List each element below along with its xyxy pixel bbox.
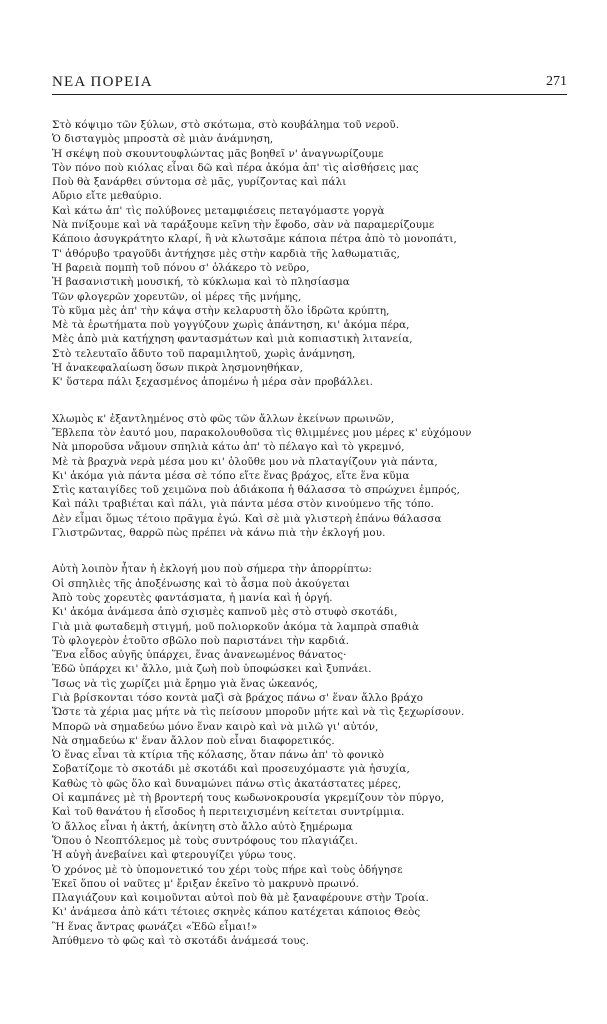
poem-line: Οἱ καμπάνες μὲ τὴ βροντερή τους κωδωνοκρουσία γκρεμίζουν τὸν πύργο, [52,792,445,805]
poem-line: Στὶς καταιγίδες τοῦ χειμῶνα ποὺ ἀδιάκοπα ἡ θάλασσα τὸ σπρώχνει ἐμπρός, [52,484,460,497]
poem-line: Ἴσως νὰ τὶς χωρίζει μιὰ ἔρημο γιὰ ἕνας ὠκεανός, [52,677,319,690]
poem-line: Τ' ἀθόρυβο τραγοῦδι ἀντήχησε μὲς στὴν καρδιὰ τῆς λαθωματιᾶς, [52,247,400,260]
poem-line: Ἡ σκέψη ποὺ σκουντουφλώντας μᾶς βοηθεῖ ν' ἀναγνωρίζουμε [52,147,384,160]
poem-line: Ἐκεῖ ὅπου οἱ ναῦτες μ' ἔριξαν ἐκεῖνο τὸ μακρυνὸ πρωινό. [52,877,360,890]
poem-line: Ἀπύθμενο τὸ φῶς καὶ τὸ σκοτάδι ἀνάμεσά τους. [52,935,309,948]
stanza [52,562,572,948]
poem-line: Γλιστρῶντας, θαρρῶ πὼς πρέπει νὰ κάνω πιὰ τὴν ἐκλογή μου. [52,527,386,540]
poem-line: Μὲ τὰ βραχνὰ νερὰ μέσα μου κι' ὁλοῦθε μου νὰ πλαταγίζουν γιὰ πάντα, [52,455,438,468]
poem-line: Ἡ βασανιστικὴ μουσική, τὸ κύκλωμα καὶ τὸ πλησίασμα [52,276,350,289]
poem-line: Μὲς ἀπὸ μιὰ κατήχηση φαντασμάτων καὶ μιὰ κοπιαστικὴ λιτανεία, [52,333,413,346]
poem-line: Ἐδῶ ὑπάρχει κι' ἄλλο, μιὰ ζωὴ ποὺ ὑποφώσκει καὶ ξυπνάει. [52,663,372,676]
poem-line: Καὶ κάτω ἀπ' τὶς πολύβονες μεταμφιέσεις πεταγόμαστε γοργὰ [52,204,385,217]
poem-line: Κι' ἀκόμα γιὰ πάντα μέσα σὲ τόπο εἴτε ἕνας βράχος, εἴτε ἕνα κῦμα [52,469,410,482]
poem-line: Γιὰ βρίσκονται τόσο κοντὰ μαζὶ σὰ βράχος πάνω σ' ἕναν ἄλλο βράχο [52,691,424,704]
poem-line: Πλαγιάζουν καὶ κοιμοῦνται αὐτοὶ ποὺ θὰ μὲ ξαναφέρουνε στὴν Τροία. [52,892,429,905]
poem-line: Τῶν φλογερῶν χορευτῶν, οἱ μέρες τῆς μνήμης, [52,290,302,303]
poem-line: Αὔριο εἴτε μεθαύριο. [52,190,162,203]
poem-line: Μὲ τὰ ἐρωτήματα ποὺ γογγύζουν χωρὶς ἀπάντηση, κι' ἀκόμα πέρα, [52,319,410,332]
poem-line: Ὁ δισταγμὸς μπροστὰ σὲ μιὰν ἀνάμνηση, [52,133,274,146]
poem-line: Στὸ τελευταῖο ἄδυτο τοῦ παραμιλητοῦ, χωρὶς ἀνάμνηση, [52,347,356,360]
poem-line: Σοβατίζομε τὸ σκοτάδι μὲ σκοτάδι καὶ προσευχόμαστε γιὰ ἡσυχία, [52,763,410,776]
poem-line: Δὲν εἶμαι ὅμως τέτοιο πρᾶγμα ἐγώ. Καὶ σὲ μιὰ γλιστερὴ ἐπάνω θάλασσα [52,512,442,525]
poem-line: Μπορῶ νὰ σημαδεύω μόνο ἕναν καιρὸ καὶ νὰ μιλῶ γι' αὐτόν, [52,720,379,733]
poem-line: Νὰ σημαδεύω κ' ἕναν ἄλλον ποὺ εἶναι διαφορετικός. [52,734,335,747]
poem-line: Ὁ χρόνος μὲ τὸ ὑπομονετικό του χέρι τοὺς πήρε καὶ τοὺς ὁδήγησε [52,863,403,876]
poem-body [52,118,572,948]
poem-line: Ἢ ἕνας ἄντρας φωνάζει «Ἐδῶ εἶμαι!» [52,920,258,933]
poem-line: Κάποιο ἀσυγκράτητο κλαρί, ἢ νὰ κλωτσᾶμε κάποια πέτρα ἀπὸ τὸ μονοπάτι, [52,233,457,246]
poem-line: Αὐτὴ λοιπὸν ἦταν ἡ ἐκλογή μου ποὺ σήμερα τὴν ἀπορρίπτω: [52,563,372,576]
stanza [52,412,572,541]
page-number: 271 [546,74,567,89]
poem-line: Κι' ἀκόμα ἀνάμεσα ἀπὸ σχισμὲς καπνοῦ μὲς στὸ στυφὸ σκοτάδι, [52,606,398,619]
poem-line: Ὁ ἄλλος εἶναι ἡ ἀκτή, ἀκίνητη στὸ ἄλλο αὐτὸ ξημέρωμα [52,820,353,833]
poem-line: Χλωμὸς κ' ἐξαντλημένος στὸ φῶς τῶν ἄλλων ἐκείνων πρωινῶν, [52,412,395,425]
page-header [52,68,567,95]
poem-line: Οἱ σπηλιὲς τῆς ἀποξένωσης καὶ τὸ ἆσμα ποὺ ἀκούγεται [52,577,350,590]
poem-line: Καθὼς τὸ φῶς ὅλο καὶ δυναμώνει πάνω στὶς ἀκατάστατες μέρες, [52,777,402,790]
poem-line: Καὶ πάλι τραβιέται καὶ πάλι, γιὰ πάντα μέσα στὸν κινούμενο τῆς τόπο. [52,498,434,511]
poem-line: Στὸ κόψιμο τῶν ξύλων, στὸ σκότωμα, στὸ κουβάλημα τοῦ νεροῦ. [52,119,400,131]
poem-line: Τὸ κῦμα μὲς ἀπ' τὴν κάψα στὴν κελαρυστὴ ὅλο ἱδρῶτα κρύπτη, [52,304,390,317]
poem-line: Ὥστε τὰ χέρια μας μήτε νὰ τὶς πείσουν μποροῦν μήτε καὶ νὰ τὶς ξεχωρίσουν. [52,706,465,719]
poem-line: Ὅπου ὁ Νεοπτόλεμος μὲ τοὺς συντρόφους του πλαγιάζει. [52,834,359,847]
poem-line: Ποὺ θὰ ξανάρθει σύντομα σὲ μᾶς, γυρίζοντας καὶ πάλι [52,176,347,189]
poem-line: Ἔβλεπα τὸν ἑαυτό μου, παρακολουθοῦσα τὶς θλιμμένες μου μέρες κ' εὐχόμουν [52,426,472,439]
journal-title: ΝΕΑ ΠΟΡΕΙΑ [52,74,153,90]
poem-line: Νὰ πνίξουμε καὶ νὰ ταράξουμε κεῖνη τὴν ἔφοδο, σὰν νὰ παραμερίζουμε [52,219,435,232]
poem-line: Ἡ αὐγὴ ἀνεβαίνει καὶ φτερουγίζει γύρω τους. [52,849,297,862]
poem-line: Ἕνα εἶδος αὐγῆς ὑπάρχει, ἕνας ἀνανεωμένος θάνατος· [52,649,347,662]
poem-line: Ἡ βαρειὰ πομπὴ τοῦ πόνου σ' ὁλάκερο τὸ νεῦρο, [52,261,310,274]
poem-line: Γιὰ μιὰ φωταδεμὴ στιγμή, μοῦ πολιορκοῦν ἀκόμα τὰ λαμπρὰ σπαθιὰ [52,620,420,633]
poem-line: Κι' ἀνάμεσα ἀπὸ κάτι τέτοιες σκηνὲς κάπου κατέχεται κάποιος Θεὸς [52,906,421,919]
poem-line: Τὸ φλογερὸν ἐτοῦτο σβῶλο ποὺ παριστάνει τὴν καρδιά. [52,634,350,647]
poem-line: Κ' ὕστερα πάλι ξεχασμένος ἀπομένω ἡ μέρα σὰν προβάλλει. [52,376,373,389]
poem-line: Ἡ ἀνακεφαλαίωση ὅσων πικρὰ λησμονηθήκαν, [52,362,303,375]
poem-line: Ἀπὸ τοὺς χορευτὲς φαντάσματα, ἡ μανία καὶ ἡ ὀργή. [52,591,333,604]
poem-line: Καὶ τοῦ θανάτου ἡ εἴσοδος ἡ περιτειχισμένη κείτεται συντρίμμια. [52,806,405,819]
poem-line: Τὸν πόνο ποὺ κιόλας εἶναι δῶ καὶ πέρα ἀκόμα ἀπ' τὶς αἰσθήσεις μας [52,161,419,174]
poem-line: Ὁ ἕνας εἶναι τὰ κτίρια τῆς κόλασης, ὅταν πάνω ἀπ' τὸ φονικὸ [52,749,385,762]
stanza [52,118,572,390]
poem-line: Νὰ μποροῦσα νἄμουν σπηλιὰ κάτω ἀπ' τὸ πέλαγο καὶ τὸ γκρεμνό, [52,441,405,454]
